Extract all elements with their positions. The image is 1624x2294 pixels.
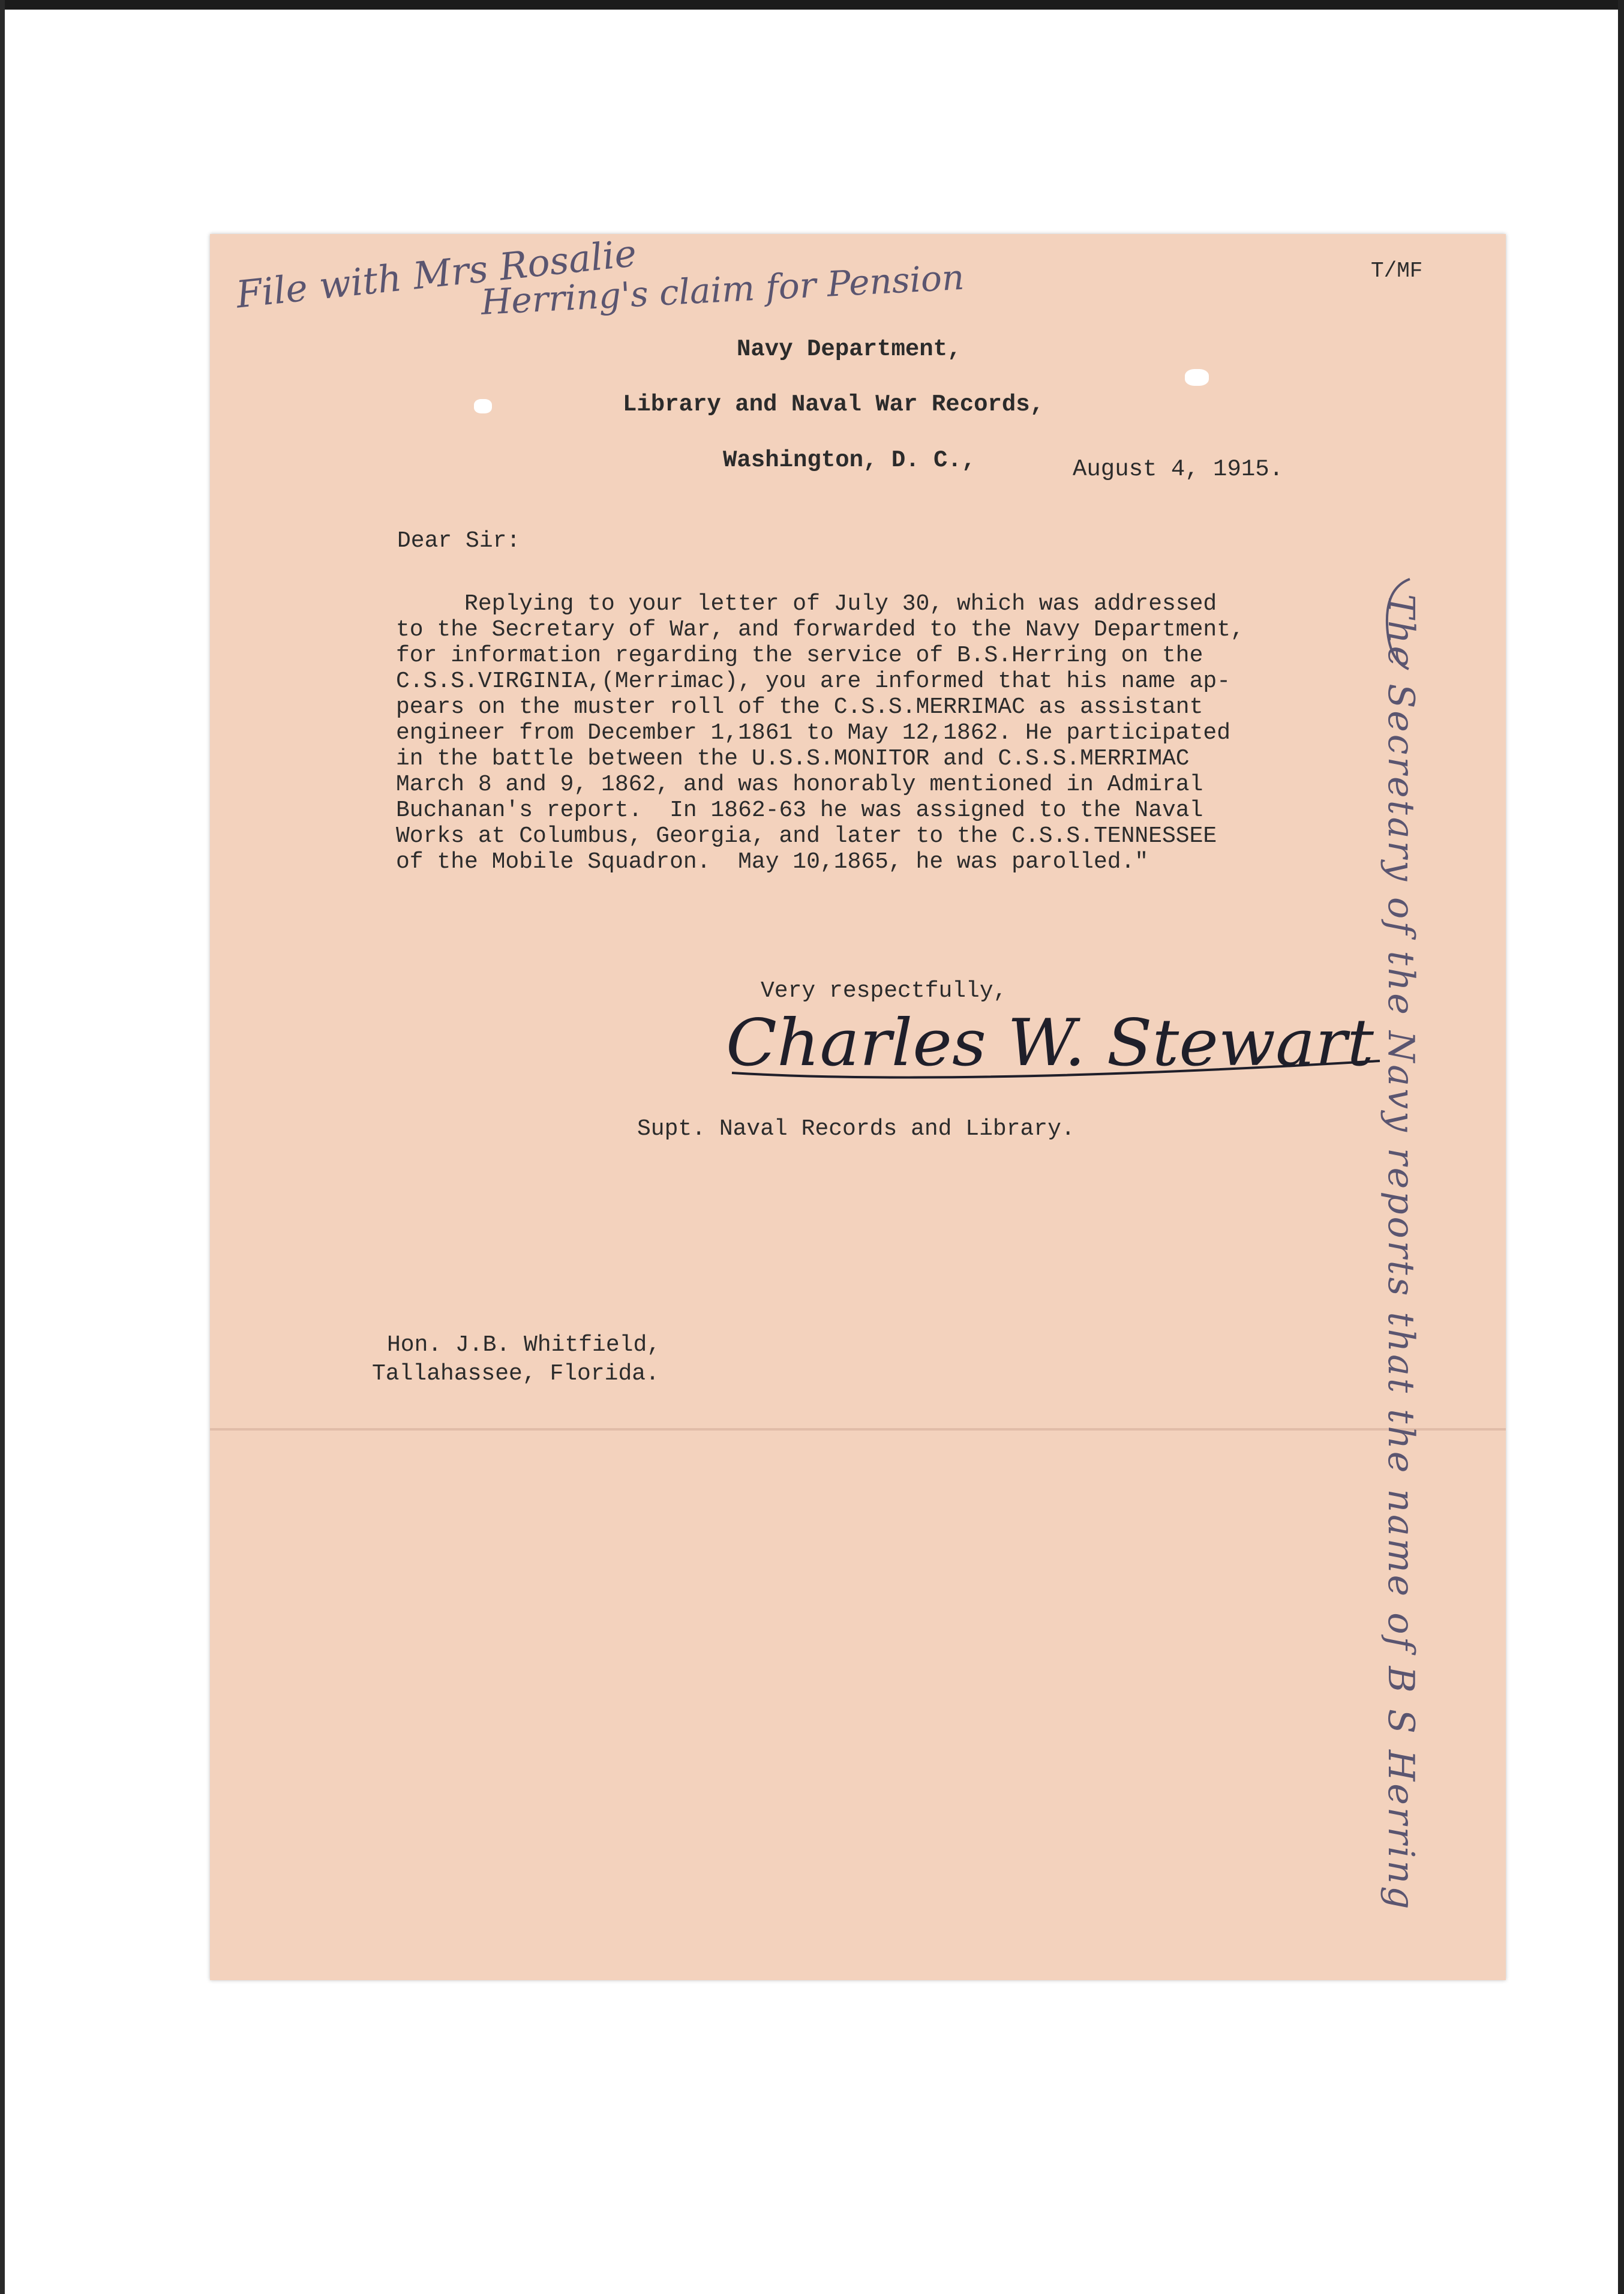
letterhead-department: Navy Department, <box>737 336 962 362</box>
addressee-location: Tallahassee, Florida. <box>372 1361 659 1387</box>
letter-date: August 4, 1915. <box>1073 456 1284 482</box>
scan-edge-right <box>1618 0 1624 2294</box>
handwritten-signature <box>714 1002 1398 1092</box>
margin-bracket <box>1380 576 1416 672</box>
letter-body <box>396 591 1428 875</box>
body-line: of the Mobile Squadron. May 10,1865, he was parolled." <box>396 849 1149 875</box>
body-line: March 8 and 9, 1862, and was honorably mentioned in Admiral <box>396 772 1203 797</box>
scan-edge-left <box>0 0 5 2294</box>
scan-edge-top <box>0 0 1624 10</box>
svg-text:Charles W. Stewart: Charles W. Stewart <box>726 1006 1374 1081</box>
body-line: pears on the muster roll of the C.S.S.MERRIMAC as assistant <box>396 694 1203 720</box>
body-line: in the battle between the U.S.S.MONITOR and C.S.S.MERRIMAC <box>396 746 1190 772</box>
body-line: engineer from December 1,1861 to May 12,1862. He participated <box>396 720 1231 746</box>
paper-hole <box>1185 369 1209 386</box>
paper-hole <box>474 399 492 413</box>
salutation: Dear Sir: <box>397 528 521 554</box>
body-line: Buchanan's report. In 1862-63 he was assigned to the Naval <box>396 797 1203 823</box>
signer-title: Supt. Naval Records and Library. <box>637 1116 1075 1142</box>
body-line: Replying to your letter of July 30, which was addressed <box>396 591 1217 617</box>
body-line: for information regarding the service of B.S.Herring on the <box>396 643 1203 668</box>
paper-fold-line <box>210 1428 1506 1431</box>
handwritten-annotation-line2: Herring's claim for Pension <box>480 256 965 323</box>
letterhead-city: Washington, D. C., <box>723 447 976 473</box>
body-line: Works at Columbus, Georgia, and later to the C.S.S.TENNESSEE <box>396 823 1217 849</box>
addressee-name: Hon. J.B. Whitfield, <box>387 1332 661 1358</box>
body-line: to the Secretary of War, and forwarded to the Navy Department, <box>396 617 1244 643</box>
file-code: T/MF <box>1371 259 1423 283</box>
closing: Very respectfully, <box>761 978 1007 1004</box>
letterhead-office: Library and Naval War Records, <box>623 391 1044 418</box>
body-line: C.S.S.VIRGINIA,(Merrimac), you are informed that his name ap- <box>396 668 1231 694</box>
letter-paper <box>210 234 1506 1980</box>
handwritten-annotation-line1: File with Mrs Rosalie <box>234 230 639 317</box>
handwritten-margin-note: The Secretary of the Navy reports that the name of B S Herring <box>1380 594 1422 1912</box>
